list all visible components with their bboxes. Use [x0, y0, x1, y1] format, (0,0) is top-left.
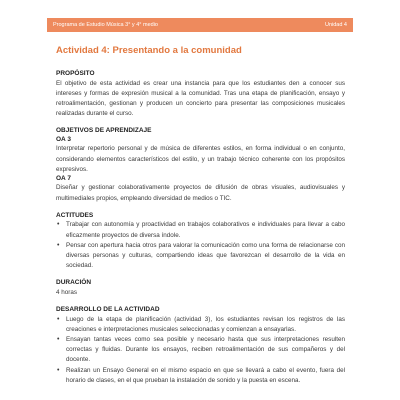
- header-bar: [47, 18, 353, 32]
- objetivos-heading: OBJETIVOS DE APRENDIZAJE: [56, 127, 152, 135]
- list-item: • Realizan un Ensayo General en el mismo espacio en que se llevará a cabo el evento, fuera del horario de clases, en el que prueban la instalación de sonido y la puesta en escena.: [66, 366, 345, 386]
- oa-code: OA 3: [56, 135, 71, 143]
- list-item: • Ensayan tantas veces como sea posible y necesario hasta que sus interpretaciones resulten correctas y fluidas. Durante los ensayos, reciben retroalimentación de sus compañeros y del docente.: [66, 335, 345, 366]
- oa-text: Interpretar repertorio personal y de música de diferentes estilos, en forma individual o en conjunto, considerando elementos característicos del estilo, y un trabajo técnico coherente con los propósitos expresivos.: [56, 145, 345, 173]
- program-title: Programa de Estudio Música 3° y 4° medio: [53, 22, 158, 28]
- activity-title: Actividad 4: Presentando a la comunidad: [56, 45, 242, 56]
- desarrollo-list: [56, 315, 345, 386]
- duracion-section: [56, 279, 345, 298]
- proposito-text: El objetivo de esta actividad es crear una instancia para que los estudiantes den a conocer sus intereses y formas de expresión musical a la comunidad. Tras una etapa de planificación, ensayo y retroalimentación, gestionan y producen un concierto para presentar las composiciones musicales realizadas durante el curso.: [56, 79, 345, 118]
- objetivos-section: [56, 127, 345, 204]
- oa-text: Diseñar y gestionar colaborativamente proyectos de difusión de obras visuales, audiovisuales y multimediales propios, empleando diversidad de medios o TIC.: [56, 184, 345, 202]
- actitudes-section: [56, 212, 345, 272]
- desarrollo-heading: DESARROLLO DE LA ACTIVIDAD: [56, 306, 160, 314]
- duracion-heading: DURACIÓN: [56, 279, 92, 287]
- actitudes-heading: ACTITUDES: [56, 211, 94, 219]
- unit-label: Unidad 4: [324, 22, 347, 28]
- duracion-text: 4 horas: [56, 288, 78, 296]
- desarrollo-section: [56, 306, 345, 386]
- proposito-section: [56, 70, 345, 119]
- actitudes-list: [56, 220, 345, 271]
- list-item: • Trabajar con autonomía y proactividad en trabajos colaborativos e individuales para llevar a cabo eficazmente proyectos de diversa índole.: [66, 220, 345, 240]
- list-item: • Pensar con apertura hacia otros para valorar la comunicación como una forma de relacionarse con diversas personas y culturas, compartiendo ideas que favorezcan el desarrollo de la vida en sociedad.: [66, 241, 345, 272]
- list-item: • Luego de la etapa de planificación (actividad 3), los estudiantes revisan los registros de las creaciones e interpretaciones musicales seleccionadas y comienzan a ensayarlas.: [66, 315, 345, 335]
- document-body: [56, 45, 345, 386]
- oa-code: OA 7: [56, 174, 71, 182]
- proposito-heading: PROPÓSITO: [56, 70, 95, 77]
